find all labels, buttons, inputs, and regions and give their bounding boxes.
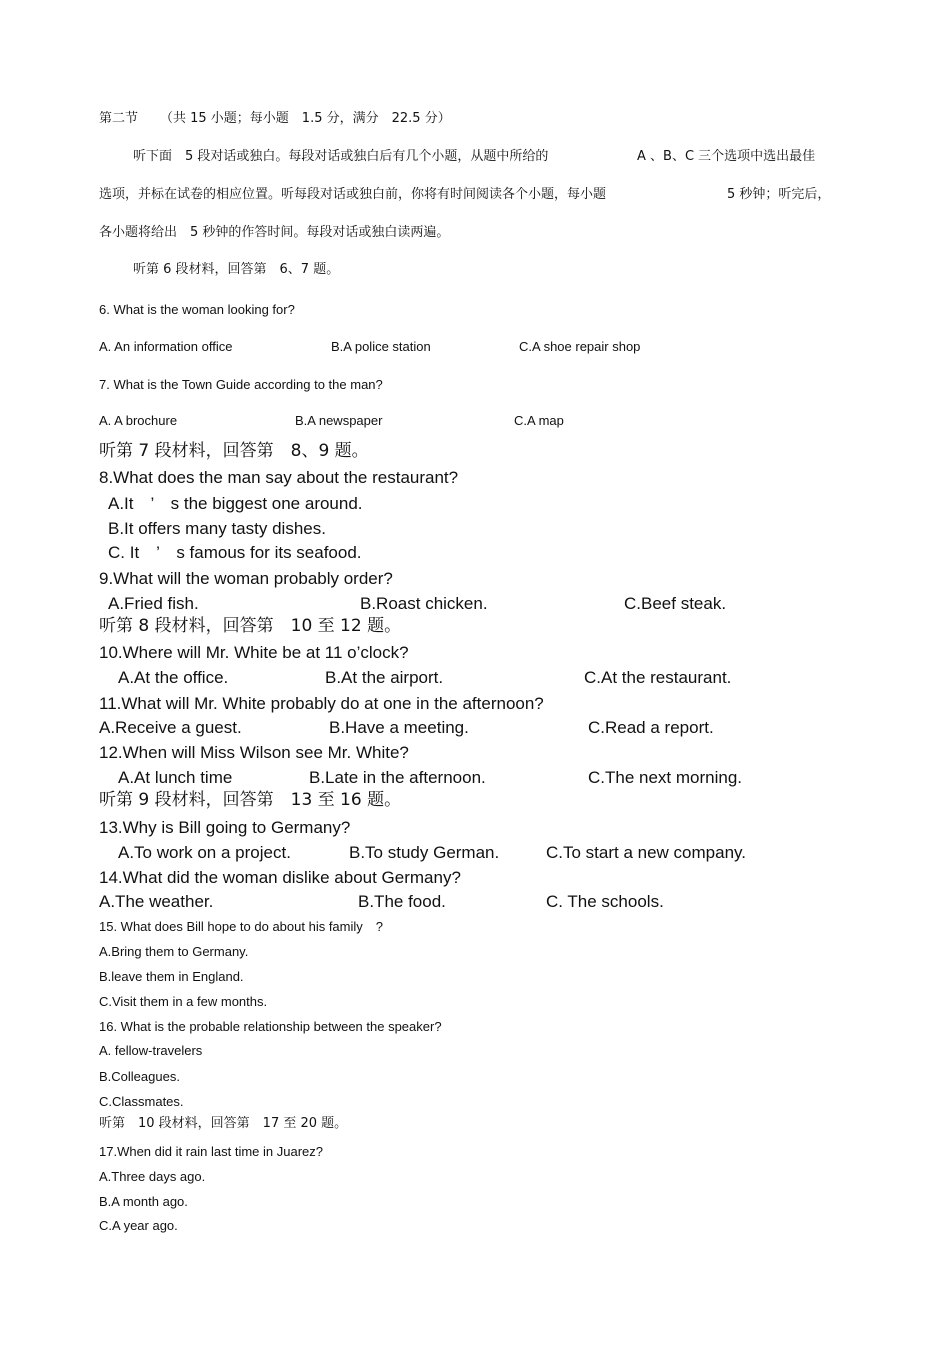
question-10-stem: 10.Where will Mr. White be at 11 o’clock? xyxy=(99,643,409,662)
question-16-option-b: B.Colleagues. xyxy=(99,1069,180,1084)
question-11-stem: 11.What will Mr. White probably do at one in the afternoon? xyxy=(99,694,544,713)
question-9-option-c: C.Beef steak. xyxy=(624,594,727,613)
question-16-stem: 16. What is the probable relationship between the speaker? xyxy=(99,1019,442,1034)
question-16-option-a: A. fellow-travelers xyxy=(99,1043,203,1058)
question-8-stem: 8.What does the man say about the restaurant? xyxy=(99,468,459,487)
question-6-option-b: B.A police station xyxy=(331,339,431,354)
question-17-option-b: B.A month ago. xyxy=(99,1194,188,1209)
passage-9-heading: 听第 9 段材料，回答第 13 至 16 题。 xyxy=(99,790,402,810)
question-15-option-c: C.Visit them in a few months. xyxy=(99,994,268,1009)
question-16-option-c: C.Classmates. xyxy=(99,1094,184,1109)
instructions-line-1a: 听下面 5 段对话或独白。每段对话或独白后有几个小题，从题中所给的 xyxy=(133,149,549,164)
question-12-option-b: B.Late in the afternoon. xyxy=(309,768,486,787)
question-10-option-b: B.At the airport. xyxy=(325,668,444,687)
question-12-stem: 12.When will Miss Wilson see Mr. White? xyxy=(99,743,409,762)
question-7-stem: 7. What is the Town Guide according to the man? xyxy=(99,377,383,392)
question-13-stem: 13.Why is Bill going to Germany? xyxy=(99,818,351,837)
instructions-line-2b: 5 秒钟；听完后， xyxy=(727,187,831,202)
question-6-option-a: A. An information office xyxy=(99,339,233,354)
question-11-option-a: A.Receive a guest. xyxy=(99,718,242,737)
passage-6-heading: 听第 6 段材料，回答第 6、7 题。 xyxy=(133,262,340,277)
passage-7-heading: 听第 7 段材料，回答第 8、9 题。 xyxy=(99,441,369,461)
question-14-option-c: C. The schools. xyxy=(546,892,664,911)
question-17-stem: 17.When did it rain last time in Juarez? xyxy=(99,1144,323,1159)
question-8-option-c: C. It ’ s famous for its seafood. xyxy=(108,543,362,562)
question-9-stem: 9.What will the woman probably order? xyxy=(99,569,393,588)
question-8-option-b: B.It offers many tasty dishes. xyxy=(108,519,326,538)
question-8-option-a: A.It ’ s the biggest one around. xyxy=(108,494,363,513)
instructions-line-3: 各小题将给出 5 秒钟的作答时间。每段对话或独白读两遍。 xyxy=(99,225,450,240)
question-6-stem: 6. What is the woman looking for? xyxy=(99,302,295,317)
instructions-line-1b: A 、B、C 三个选项中选出最佳 xyxy=(637,149,816,164)
instructions-line-2a: 选项，并标在试卷的相应位置。听每段对话或独白前，你将有时间阅读各个小题，每小题 xyxy=(99,187,607,202)
passage-8-heading: 听第 8 段材料，回答第 10 至 12 题。 xyxy=(99,616,402,636)
question-10-option-c: C.At the restaurant. xyxy=(584,668,732,687)
question-11-option-c: C.Read a report. xyxy=(588,718,714,737)
question-14-stem: 14.What did the woman dislike about Germany? xyxy=(99,868,461,887)
question-17-option-c: C.A year ago. xyxy=(99,1218,178,1233)
question-6-option-c: C.A shoe repair shop xyxy=(519,339,641,354)
question-11-option-b: B.Have a meeting. xyxy=(329,718,469,737)
question-17-option-a: A.Three days ago. xyxy=(99,1169,206,1184)
question-15-option-b: B.leave them in England. xyxy=(99,969,244,984)
question-14-option-b: B.The food. xyxy=(358,892,446,911)
question-13-option-a: A.To work on a project. xyxy=(118,843,291,862)
passage-10-heading: 听第 10 段材料，回答第 17 至 20 题。 xyxy=(99,1116,348,1131)
question-13-option-b: B.To study German. xyxy=(349,843,500,862)
question-7-option-c: C.A map xyxy=(514,413,564,428)
section-detail: （共 15 小题；每小题 1.5 分，满分 22.5 分） xyxy=(160,111,451,126)
question-7-option-a: A. A brochure xyxy=(99,413,178,428)
question-9-option-a: A.Fried fish. xyxy=(108,594,199,613)
question-12-option-c: C.The next morning. xyxy=(588,768,743,787)
question-7-option-b: B.A newspaper xyxy=(295,413,383,428)
question-10-option-a: A.At the office. xyxy=(118,668,229,687)
question-14-option-a: A.The weather. xyxy=(99,892,214,911)
question-12-option-a: A.At lunch time xyxy=(118,768,233,787)
question-9-option-b: B.Roast chicken. xyxy=(360,594,488,613)
question-13-option-c: C.To start a new company. xyxy=(546,843,746,862)
section-title: 第二节 xyxy=(99,111,139,126)
question-15-option-a: A.Bring them to Germany. xyxy=(99,944,249,959)
question-15-stem: 15. What does Bill hope to do about his family ? xyxy=(99,919,383,934)
